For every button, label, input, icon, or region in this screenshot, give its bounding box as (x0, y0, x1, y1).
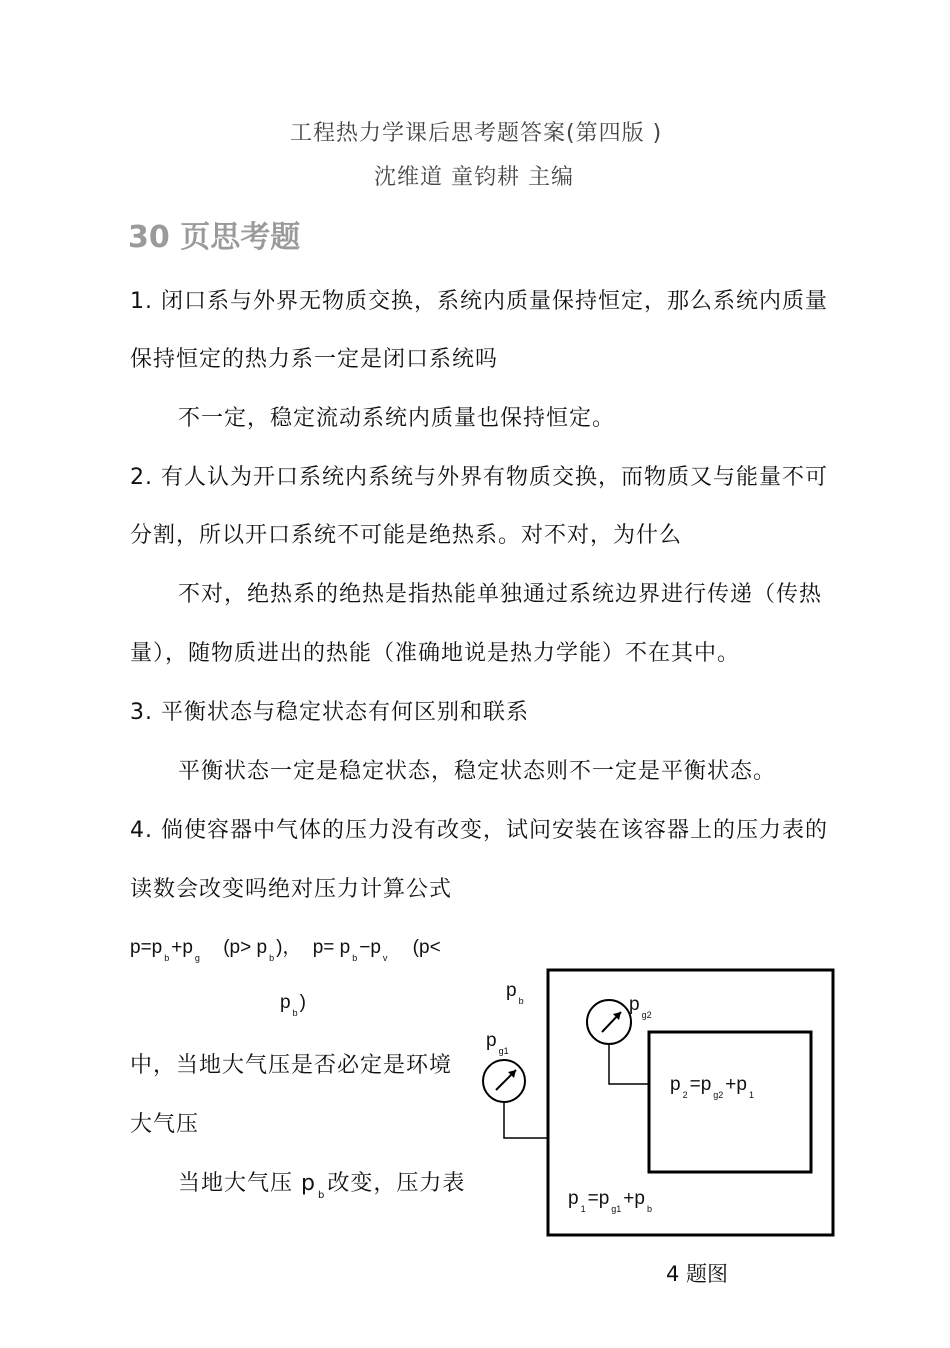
gauge-g2-icon (587, 1000, 631, 1044)
label-p1-equation: p $_1$ =p $_{g1}$ +p $_b$ (568, 1188, 652, 1214)
question-1-line-1: 1. 闭口系与外界无物质交换，系统内质量保持恒定，那么系统内质量 (130, 289, 828, 314)
question-4-line-2: 读数会改变吗绝对压力计算公式 (130, 877, 453, 902)
question-2-line-1: 2. 有人认为开口系统内系统与外界有物质交换，而物质又与能量不可 (130, 465, 828, 490)
answer-2-line-2: 量），随物质进出的热能（准确地说是热力学能）不在其中。 (130, 641, 741, 666)
question-3: 3. 平衡状态与稳定状态有何区别和联系 (130, 700, 529, 725)
answer-2-line-1: 不对，绝热系的绝热是指热能单独通过系统边界进行传递（传热 (178, 582, 823, 607)
section-title: 30 页思考题 (128, 220, 301, 255)
question-4-line-3: 中，当地大气压是否必定是环境 (130, 1053, 453, 1078)
gauge-g2-pipe (609, 1044, 649, 1084)
answer-4-line-1: 当地大气压 p $_b$改变，压力表 (178, 1171, 466, 1201)
label-p2-equation: p $_2$ =p $_{g2}$ +p $_1$ (670, 1074, 754, 1100)
question-4-line-1: 4. 倘使容器中气体的压力没有改变，试问安装在该容器上的压力表的 (130, 818, 828, 843)
absolute-pressure-formula: p=p $_b$ +p $_g$ (p> p $_b$ )， p= p $_b$ −p $_v$ (p< (130, 937, 441, 963)
answer-3: 平衡状态一定是稳定状态，稳定状态则不一定是平衡状态。 (178, 759, 777, 784)
label-pg1: p $_{g1}$ (486, 1030, 509, 1056)
question-4-line-4: 大气压 (130, 1112, 200, 1137)
question-2-line-2: 分割，所以开口系统不可能是绝热系。对不对，为什么 (130, 523, 683, 548)
answer-1: 不一定，稳定流动系统内质量也保持恒定。 (178, 406, 616, 431)
gauge-g1-pipe (504, 1102, 548, 1138)
document-authors: 沈维道 童钧耕 主编 (374, 165, 574, 190)
document-title: 工程热力学课后思考题答案(第四版 ) (290, 121, 663, 146)
inner-vessel (649, 1032, 811, 1172)
label-pg2: p $_{g2}$ (629, 994, 652, 1020)
question-1-line-2: 保持恒定的热力系一定是闭口系统吗 (130, 347, 499, 372)
figure-caption: 4 题图 (666, 1262, 729, 1286)
pressure-gauge-diagram (470, 960, 850, 1250)
absolute-pressure-formula-cont: p $_b$ ) (280, 992, 306, 1018)
label-pb: p $_b$ (506, 980, 524, 1006)
